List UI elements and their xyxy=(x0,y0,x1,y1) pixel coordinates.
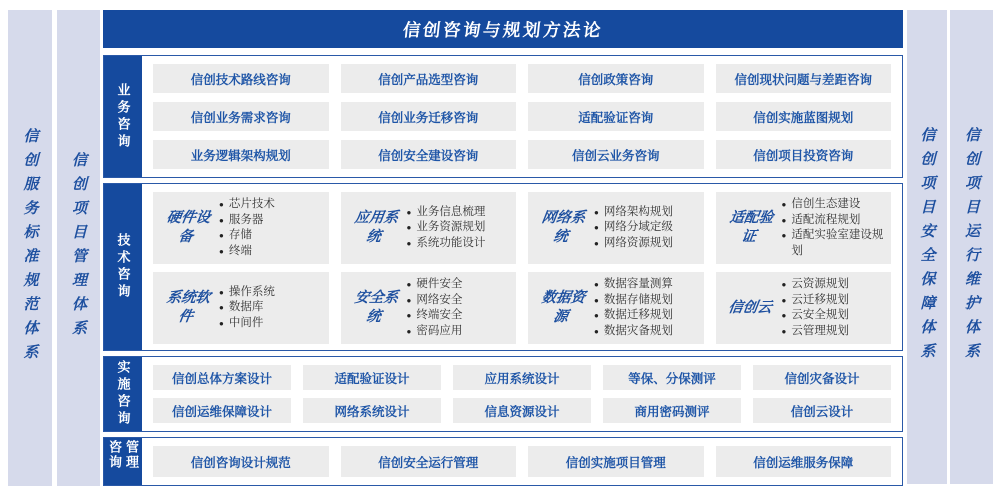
bullet-icon: ● xyxy=(594,207,599,217)
bullet-text: 数据灾备规划 xyxy=(603,324,673,337)
bullet-item xyxy=(782,308,888,324)
tech-card-bullets xyxy=(403,277,513,339)
consulting-item-card: 信创咨询设计规范 xyxy=(153,446,329,477)
bullet-icon: ● xyxy=(219,318,224,328)
bullet-text: 中间件 xyxy=(228,316,264,329)
sidebar-operation-maintenance-system xyxy=(950,10,993,484)
consulting-item-card: 信创实施蓝图规划 xyxy=(716,102,892,131)
bullet-item xyxy=(782,197,888,213)
bullet-text: 网络架构规划 xyxy=(603,205,673,218)
consulting-item-card: 信创云业务咨询 xyxy=(528,140,704,169)
bullet-item xyxy=(594,277,700,293)
consulting-item-card: 信创政策咨询 xyxy=(528,64,704,93)
section-body-business xyxy=(142,56,902,177)
bullet-icon: ● xyxy=(219,231,224,241)
section-label-management xyxy=(104,438,142,485)
tech-card-network-system xyxy=(528,192,704,264)
section-label-business xyxy=(104,56,142,177)
bullet-icon: ● xyxy=(781,295,787,305)
section-business-consulting xyxy=(103,55,903,178)
bullet-item xyxy=(594,308,700,324)
bullet-icon: ● xyxy=(781,326,787,336)
bullet-item xyxy=(782,228,888,259)
consulting-item-card: 应用系统设计 xyxy=(453,365,591,390)
bullet-icon: ● xyxy=(219,215,224,225)
tech-card-bullets xyxy=(403,205,513,252)
tech-card-bullets xyxy=(778,277,888,339)
bullet-text: 网络资源规划 xyxy=(603,236,673,249)
bullet-item xyxy=(219,244,325,260)
consulting-item-card: 信创运维服务保障 xyxy=(716,446,892,477)
bullet-item xyxy=(219,285,325,301)
bullet-icon: ● xyxy=(594,238,599,248)
bullet-item xyxy=(407,205,513,221)
consulting-item-card: 信创产品选型咨询 xyxy=(341,64,517,93)
consulting-item-card: 信创灾备设计 xyxy=(753,365,891,390)
bullet-text: 硬件安全 xyxy=(416,278,463,291)
tech-card-bullets xyxy=(590,205,700,252)
bullet-text: 终端 xyxy=(228,244,252,257)
consulting-item-card: 信创实施项目管理 xyxy=(528,446,704,477)
tech-card-bullets xyxy=(215,285,325,332)
tech-card-data-resources xyxy=(528,272,704,344)
bullet-item xyxy=(407,324,513,340)
bullet-icon: ● xyxy=(406,238,412,248)
bullet-text: 云管理规划 xyxy=(791,324,849,337)
bullet-text: 信创生态建设 xyxy=(791,198,861,210)
bullet-text: 云迁移规划 xyxy=(791,293,849,306)
bullet-icon: ● xyxy=(219,246,224,256)
bullet-item xyxy=(219,197,325,213)
consulting-item-card: 信息资源设计 xyxy=(453,398,591,423)
bullet-item xyxy=(782,293,888,309)
section-technical-consulting xyxy=(103,183,903,351)
tech-card-title: 硬件设备 xyxy=(165,210,212,246)
sidebar-label: 信创项目管理体系 xyxy=(70,152,87,344)
bullet-text: 数据存储规划 xyxy=(603,293,673,306)
bullet-icon: ● xyxy=(406,207,412,217)
consulting-item-card: 信创业务迁移咨询 xyxy=(341,102,517,131)
bullet-text: 适配实验室建设规划 xyxy=(791,229,884,257)
consulting-item-card: 信创安全运行管理 xyxy=(341,446,517,477)
bullet-icon: ● xyxy=(594,326,599,336)
bullet-icon: ● xyxy=(781,280,787,290)
bullet-icon: ● xyxy=(406,280,412,290)
section-body-implementation xyxy=(142,357,902,431)
sidebar-security-assurance-system xyxy=(907,10,947,484)
tech-card-security-system xyxy=(341,272,517,344)
bullet-text: 业务信息梳理 xyxy=(416,205,486,218)
diagram-title: 信创咨询与规划方法论 xyxy=(401,19,604,40)
bullet-icon: ● xyxy=(781,311,787,321)
bullet-icon: ● xyxy=(781,231,787,241)
bullet-text: 操作系统 xyxy=(228,285,275,298)
bullet-item xyxy=(594,236,700,252)
consulting-item-card: 信创项目投资咨询 xyxy=(716,140,892,169)
consulting-item-card: 网络系统设计 xyxy=(303,398,441,423)
bullet-icon: ● xyxy=(594,295,599,305)
consulting-item-card: 商用密码测评 xyxy=(603,398,741,423)
bullet-text: 适配流程规划 xyxy=(791,213,861,226)
consulting-item-card: 信创安全建设咨询 xyxy=(341,140,517,169)
tech-card-application-system xyxy=(341,192,517,264)
bullet-item xyxy=(219,316,325,332)
consulting-item-card: 适配验证设计 xyxy=(303,365,441,390)
consulting-item-card: 信创现状问题与差距咨询 xyxy=(716,64,892,93)
consulting-item-card: 信创技术路线咨询 xyxy=(153,64,329,93)
section-label-implementation xyxy=(104,357,142,431)
sidebar-label: 信创项目运行维护体系 xyxy=(963,127,980,367)
bullet-item xyxy=(782,324,888,340)
bullet-item xyxy=(219,300,325,316)
section-label-technical xyxy=(104,184,142,350)
tech-card-xinchuang-cloud xyxy=(716,272,892,344)
tech-card-bullets xyxy=(778,197,888,259)
bullet-item xyxy=(219,228,325,244)
bullet-item xyxy=(407,293,513,309)
bullet-item xyxy=(407,236,513,252)
bullet-text: 云安全规划 xyxy=(791,309,849,322)
bullet-text: 密码应用 xyxy=(416,324,463,337)
section-consulting-management xyxy=(103,437,903,486)
bullet-icon: ● xyxy=(781,215,787,225)
bullet-item xyxy=(594,220,700,236)
bullet-text: 数据迁移规划 xyxy=(603,309,673,322)
consulting-item-card: 信创总体方案设计 xyxy=(153,365,291,390)
sidebar-label: 信创服务标准规范体系 xyxy=(21,128,39,368)
tech-card-title: 应用系统 xyxy=(353,210,399,246)
bullet-text: 网络分域定级 xyxy=(603,221,673,234)
bullet-item xyxy=(594,324,700,340)
consulting-item-card: 等保、分保测评 xyxy=(603,365,741,390)
sidebar-project-management-system xyxy=(57,10,100,486)
bullet-item xyxy=(407,220,513,236)
section-label-text: 实施咨询 xyxy=(115,360,131,428)
bullet-text: 业务资源规划 xyxy=(416,221,486,234)
tech-card-title: 系统软件 xyxy=(165,290,212,326)
tech-card-title: 适配验证 xyxy=(728,210,774,246)
tech-card-title: 数据资源 xyxy=(540,290,587,326)
tech-card-title: 信创云 xyxy=(726,299,773,316)
bullet-icon: ● xyxy=(594,280,599,290)
section-implementation-consulting xyxy=(103,356,903,432)
bullet-icon: ● xyxy=(219,287,224,297)
diagram-title-banner xyxy=(103,10,903,48)
bullet-item xyxy=(782,277,888,293)
bullet-item xyxy=(594,293,700,309)
bullet-text: 服务器 xyxy=(228,213,264,226)
bullet-icon: ● xyxy=(406,295,412,305)
bullet-text: 网络安全 xyxy=(416,293,463,306)
bullet-item xyxy=(407,277,513,293)
consulting-item-card: 信创运维保障设计 xyxy=(153,398,291,423)
bullet-text: 系统功能设计 xyxy=(416,236,486,249)
bullet-text: 数据容量测算 xyxy=(603,278,673,291)
bullet-icon: ● xyxy=(406,311,412,321)
section-body-technical xyxy=(142,184,902,350)
bullet-icon: ● xyxy=(594,311,599,321)
bullet-item xyxy=(594,205,700,221)
bullet-item xyxy=(219,213,325,229)
bullet-icon: ● xyxy=(219,303,224,313)
bullet-text: 数据库 xyxy=(228,301,264,314)
bullet-icon: ● xyxy=(781,200,787,209)
bullet-icon: ● xyxy=(219,200,224,209)
sidebar-service-standards-system xyxy=(8,10,52,486)
bullet-text: 芯片技术 xyxy=(228,198,275,210)
tech-card-title: 网络系统 xyxy=(540,210,587,246)
section-label-text: 技术咨询 xyxy=(115,233,131,301)
tech-card-hardware xyxy=(153,192,329,264)
main-panel xyxy=(103,10,903,486)
consulting-item-card: 适配验证咨询 xyxy=(528,102,704,131)
bullet-text: 存储 xyxy=(228,229,252,242)
consulting-item-card: 信创业务需求咨询 xyxy=(153,102,329,131)
tech-card-bullets xyxy=(590,277,700,339)
bullet-icon: ● xyxy=(594,223,599,233)
section-label-text: 咨询管理 xyxy=(107,439,139,470)
tech-card-adaptation-verification xyxy=(716,192,892,264)
consulting-item-card: 业务逻辑架构规划 xyxy=(153,140,329,169)
tech-card-title: 安全系统 xyxy=(353,290,399,326)
bullet-text: 云资源规划 xyxy=(791,278,849,291)
bullet-text: 终端安全 xyxy=(416,309,463,322)
section-body-management xyxy=(142,438,902,485)
tech-card-system-software xyxy=(153,272,329,344)
consulting-item-card: 信创云设计 xyxy=(753,398,891,423)
section-label-text: 业务咨询 xyxy=(115,82,131,151)
bullet-item xyxy=(782,213,888,229)
bullet-icon: ● xyxy=(406,326,412,336)
bullet-icon: ● xyxy=(406,223,412,233)
tech-card-bullets xyxy=(215,197,325,259)
sidebar-label: 信创项目安全保障体系 xyxy=(918,127,936,367)
bullet-item xyxy=(407,308,513,324)
